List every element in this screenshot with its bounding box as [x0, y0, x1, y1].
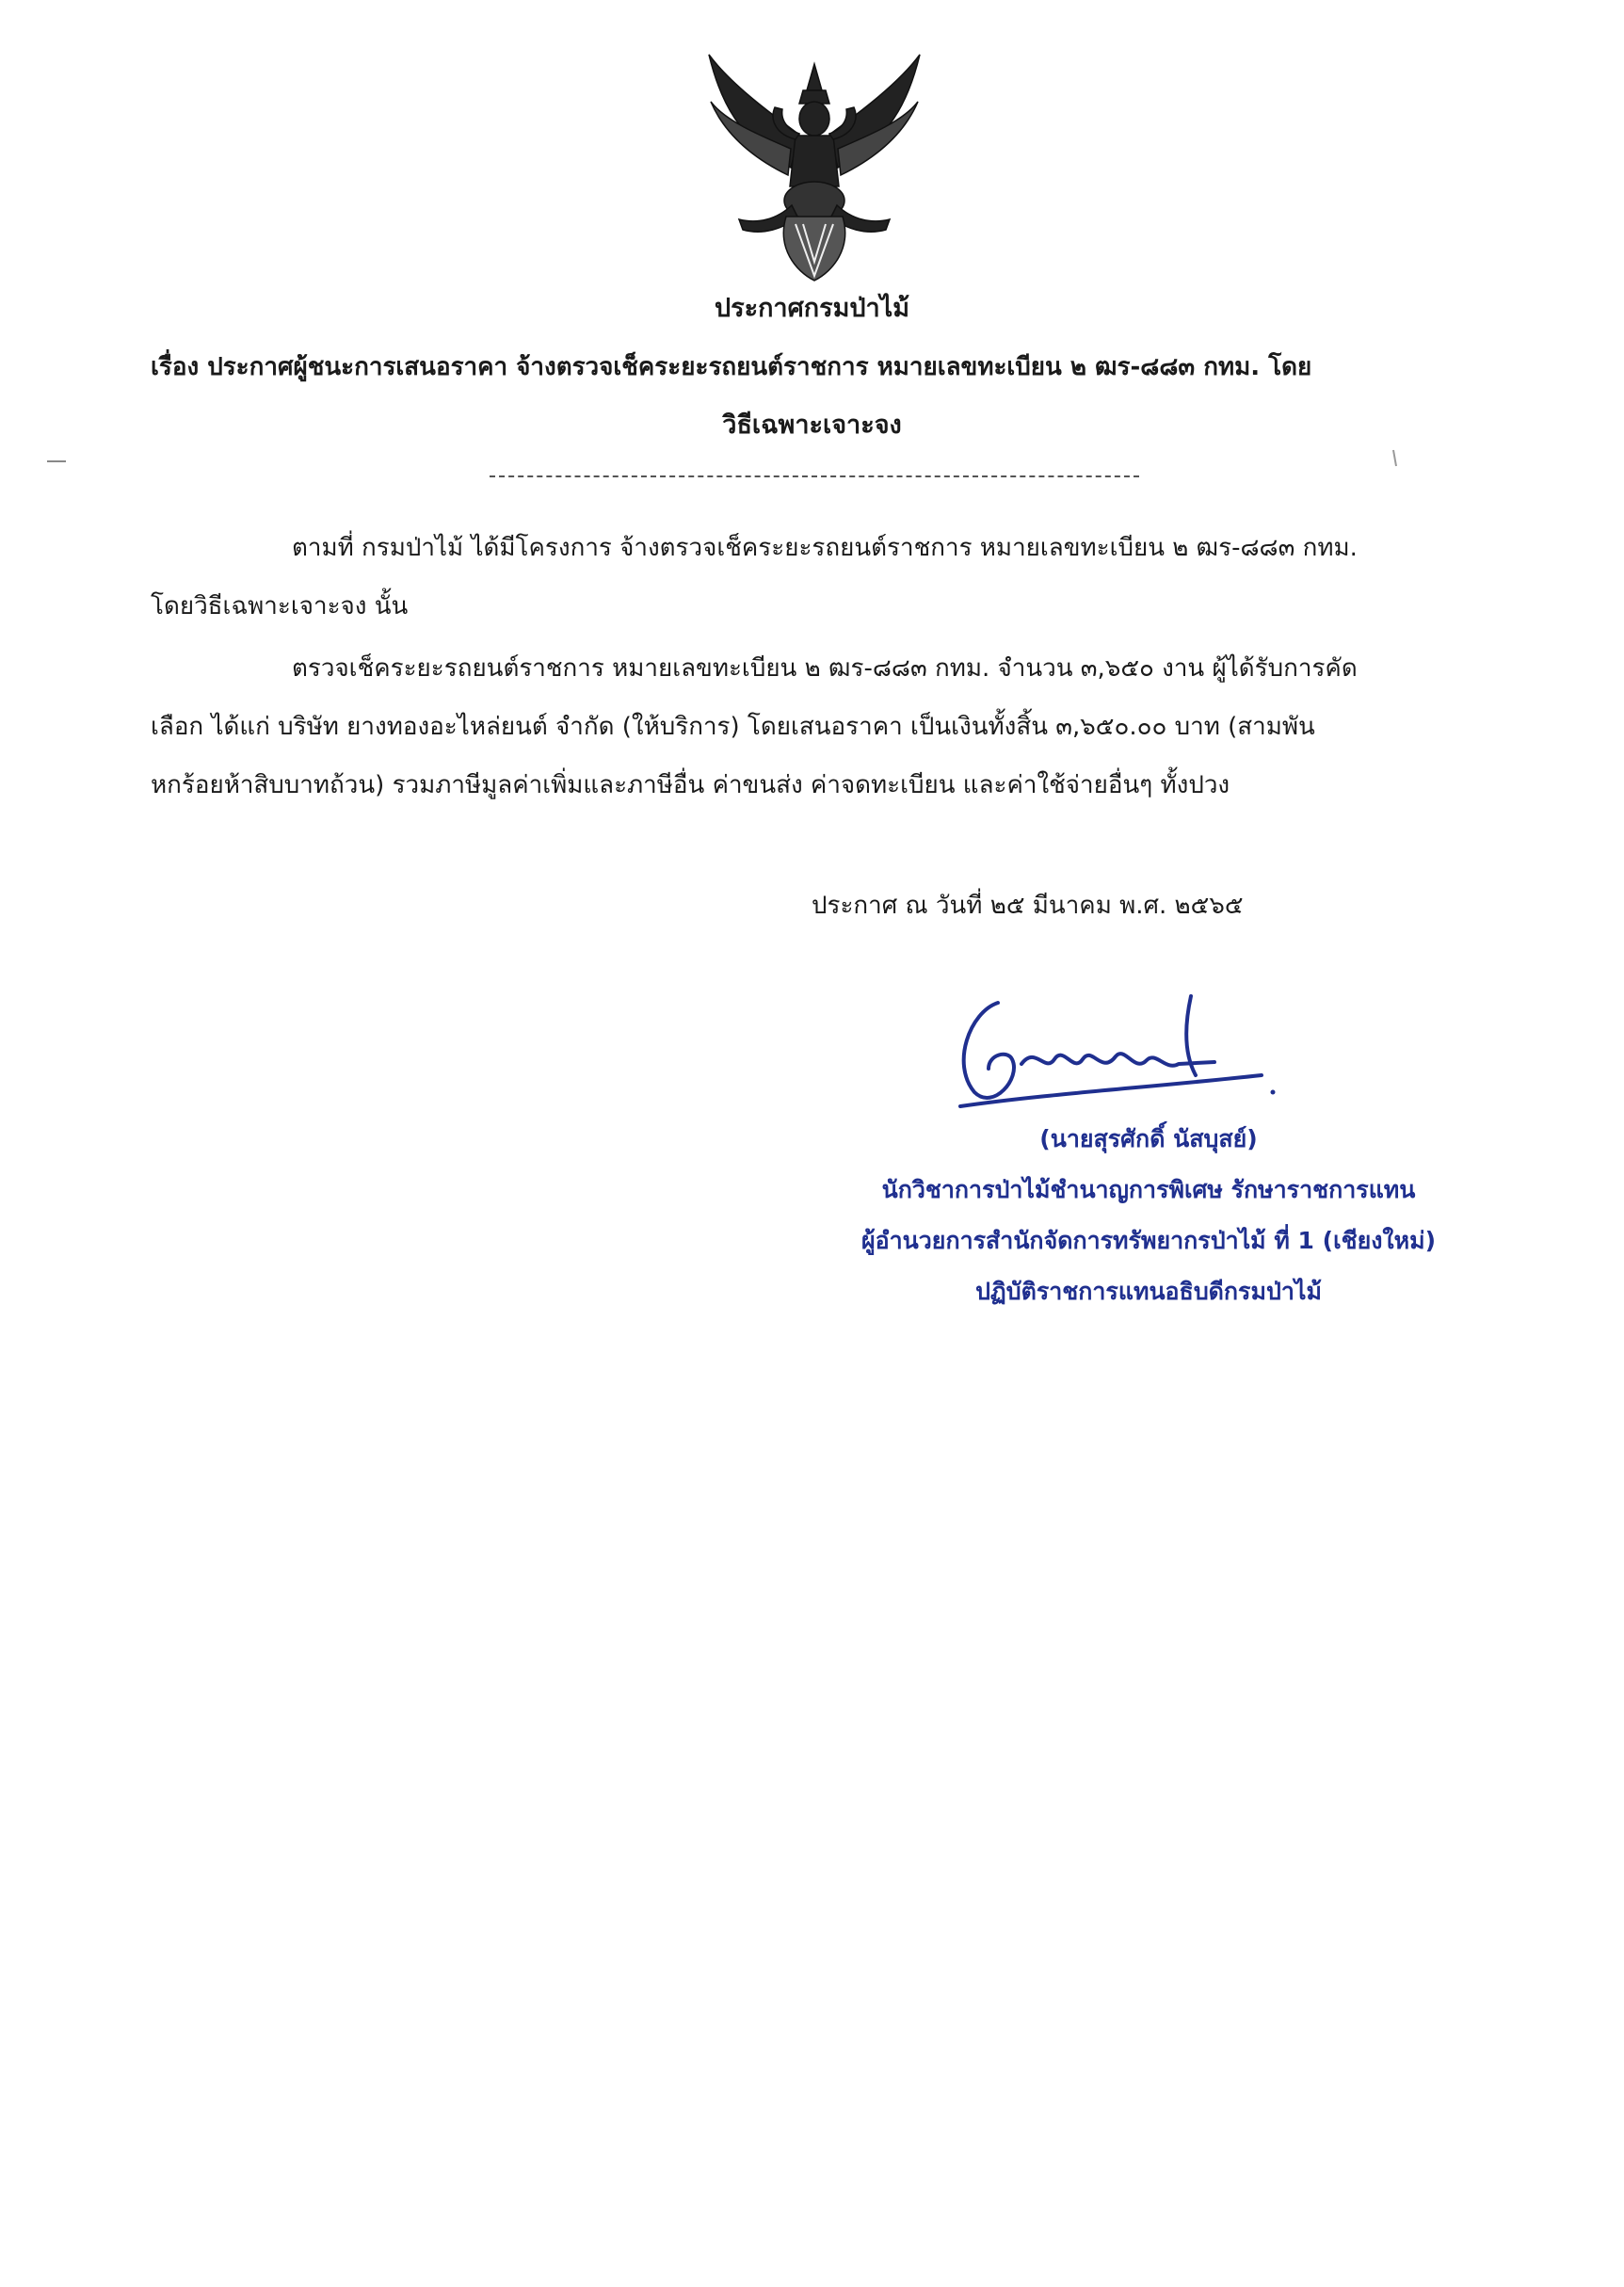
- signatory-name: (นายสุรศักดิ์ นัสบุสย์): [1039, 1125, 1258, 1152]
- paragraph-2-line-3: หกร้อยห้าสิบบาทถ้วน) รวมภาษีมูลค่าเพิ่มและภาษีอื่น ค่าขนส่ง ค่าจดทะเบียน และค่าใช้จ่ายอื่นๆ ทั้งปวง: [151, 771, 1230, 799]
- subject-line-2: วิธีเฉพาะเจาะจง: [722, 411, 902, 440]
- announcement-title: ประกาศกรมป่าไม้: [714, 294, 910, 323]
- paragraph-2-line-2: เลือก ได้แก่ บริษัท ยางทองอะไหล่ยนต์ จำกัด (ให้บริการ) โดยเสนอราคา เป็นเงินทั้งสิ้น ๓,๖๕๐.๐๐ บาท (สามพัน: [151, 713, 1315, 741]
- signatory-position-3: ปฏิบัติราชการแทนอธิบดีกรมป่าไม้: [975, 1278, 1322, 1305]
- scan-specks: [0, 0, 1624, 565]
- paragraph-2-line-1: ตรวจเช็คระยะรถยนต์ราชการ หมายเลขทะเบียน ๒ ฒร-๘๘๓ กทม. จำนวน ๓,๖๕๐ งาน ผู้ได้รับการคัด: [292, 654, 1358, 683]
- signatory-position-2: ผู้อำนวยการสำนักจัดการทรัพยากรป่าไม้ ที่ 1 (เชียงใหม่): [860, 1227, 1437, 1254]
- paragraph-1-line-1: ตามที่ กรมป่าไม้ ได้มีโครงการ จ้างตรวจเช็คระยะรถยนต์ราชการ หมายเลขทะเบียน ๒ ฒร-๘๘๓ กทม.: [292, 534, 1358, 562]
- subject-line-1: เรื่อง ประกาศผู้ชนะการเสนอราคา จ้างตรวจเช็คระยะรถยนต์ราชการ หมายเลขทะเบียน ๒ ฒร-๘๘๓ กทม. โดย: [151, 353, 1312, 381]
- date-line: ประกาศ ณ วันที่ ๒๕ มีนาคม พ.ศ. ๒๕๖๕: [812, 892, 1244, 920]
- paragraph-1-line-2: โดยวิธีเฉพาะเจาะจง นั้น: [151, 592, 409, 620]
- signatory-position-1: นักวิชาการป่าไม้ชำนาญการพิเศษ รักษาราชการแทน: [881, 1176, 1416, 1203]
- handwritten-signature: [932, 989, 1280, 1120]
